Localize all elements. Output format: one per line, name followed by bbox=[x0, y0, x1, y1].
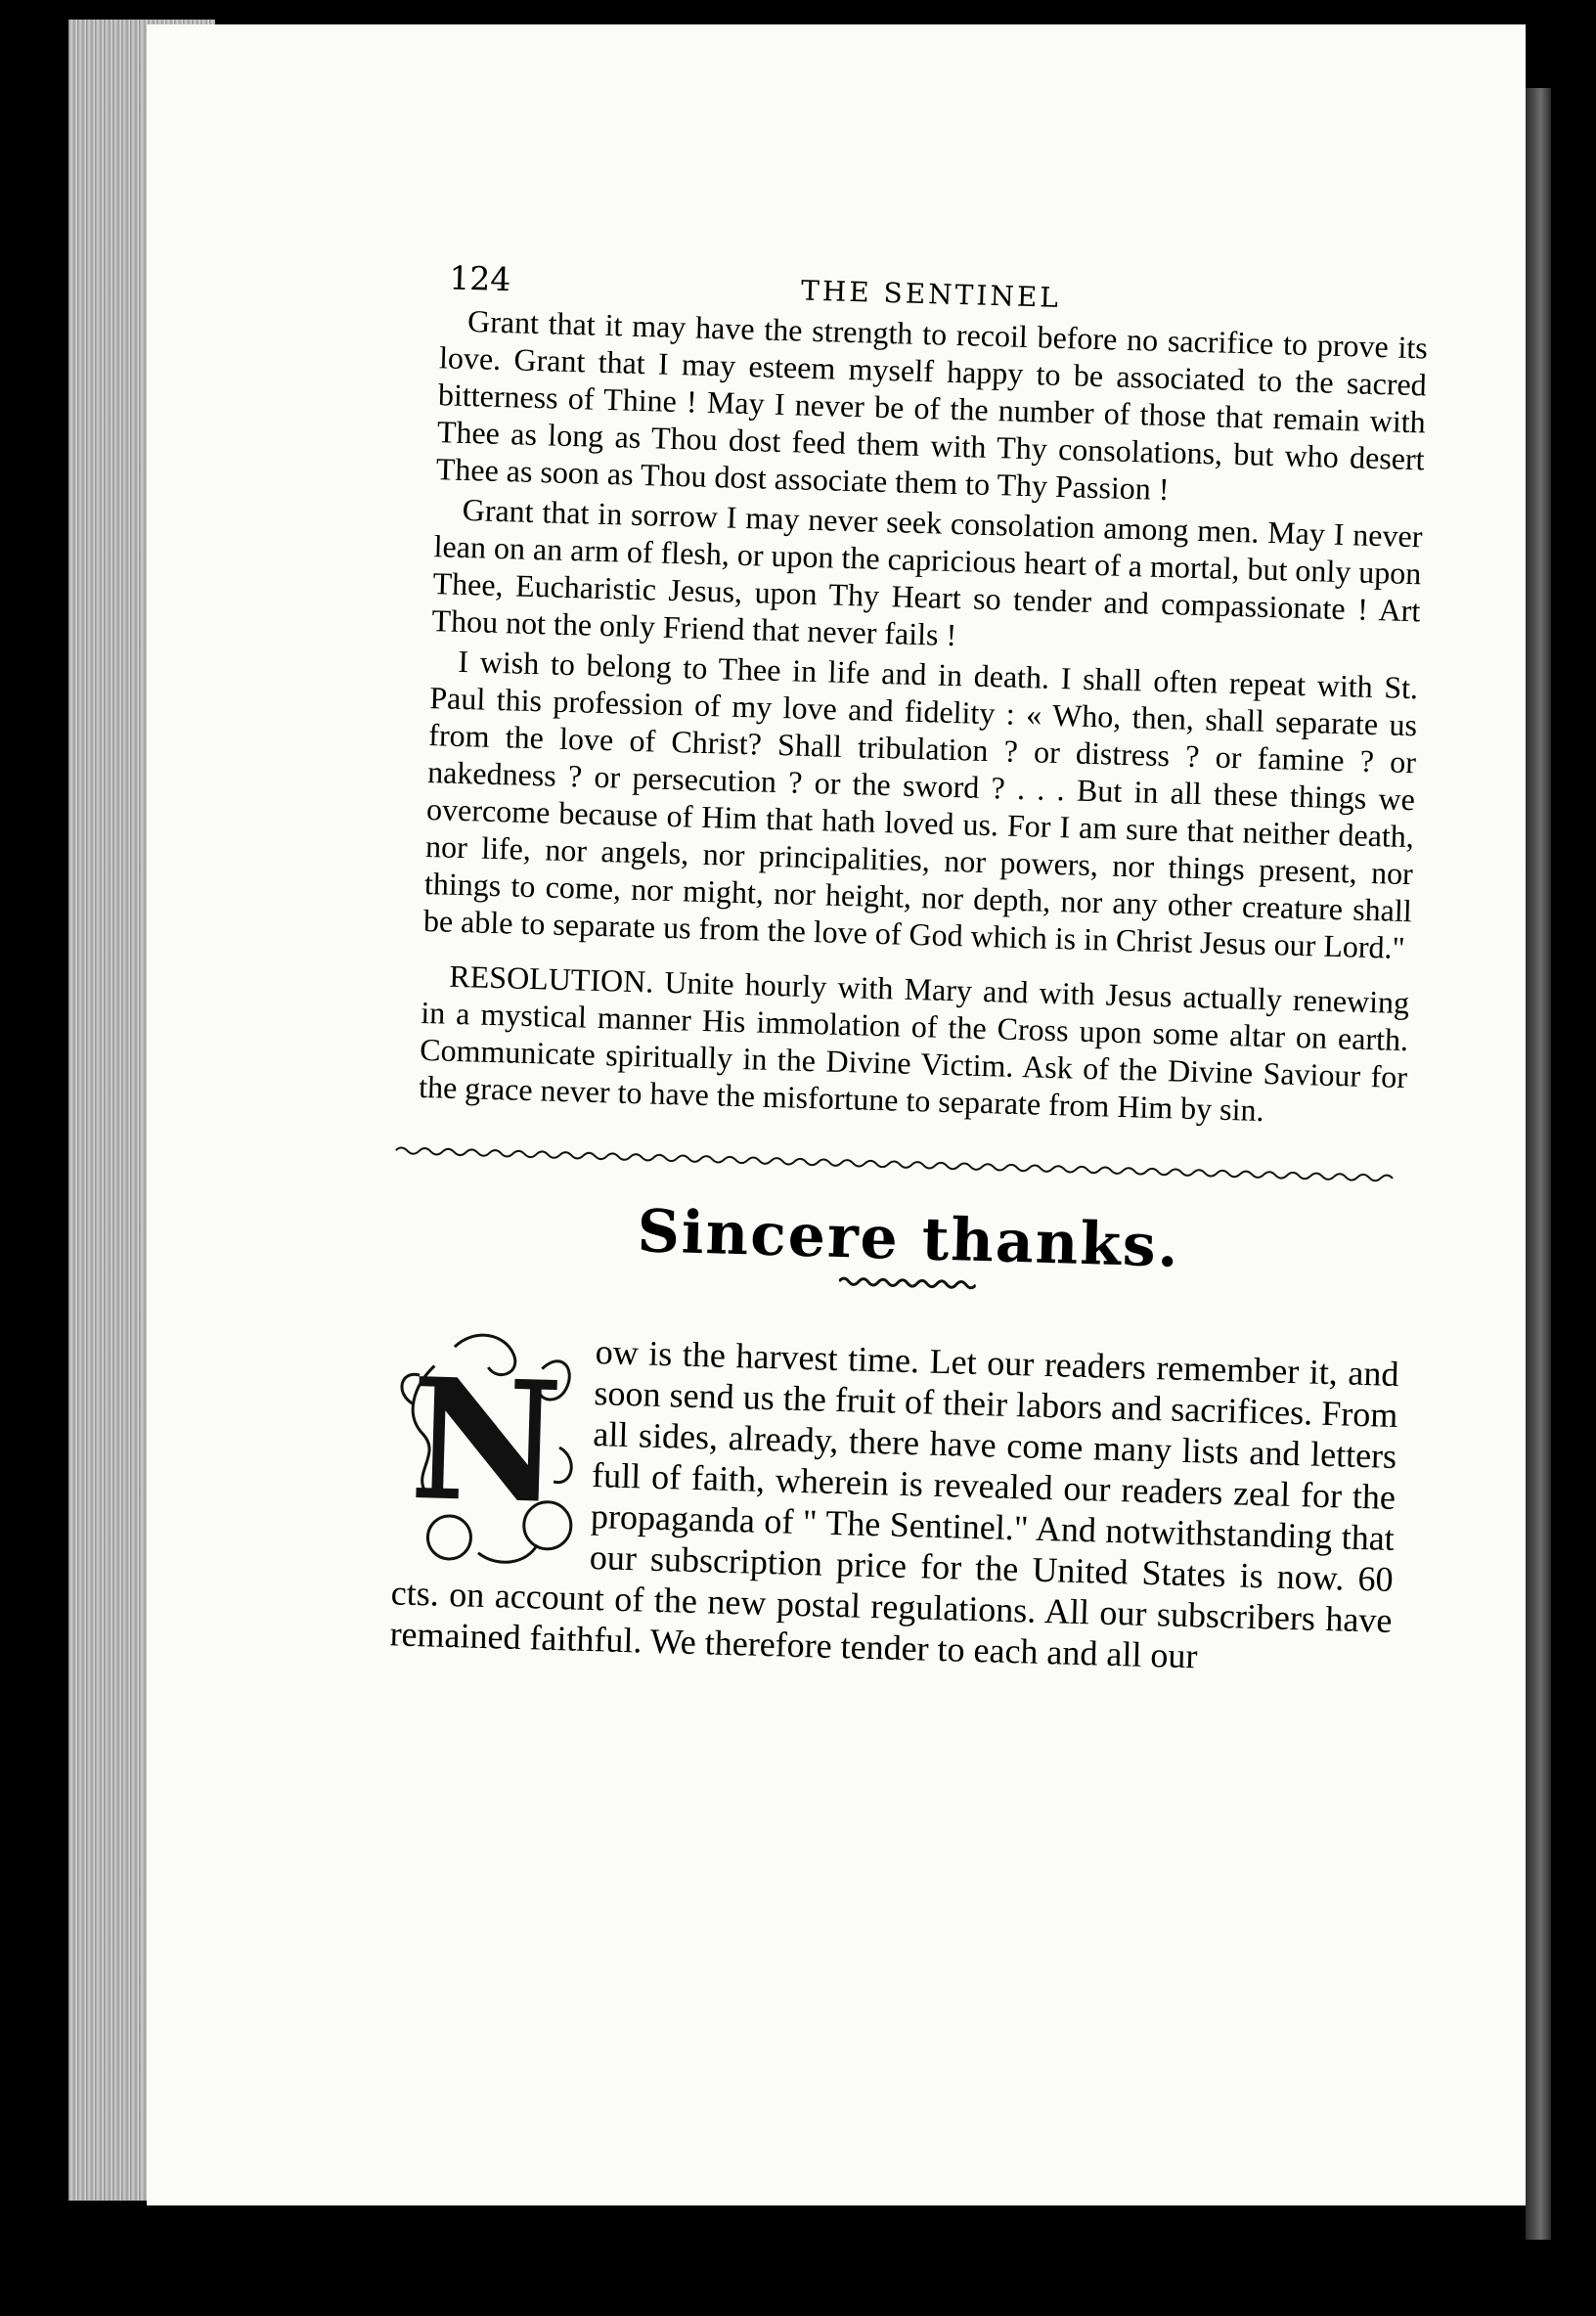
page-number: 124 bbox=[448, 258, 511, 299]
ornamental-drop-cap bbox=[389, 1325, 582, 1575]
wavy-divider-rule bbox=[395, 1141, 1397, 1187]
running-title: THE SENTINEL bbox=[800, 274, 1062, 314]
paragraph-1: Grant that it may have the strength to recoil before no sacrifice to prove its love. Grant that I may esteem myself happy to be associated to the sacred bitterness of Thine ! May I never be of the number of those that remain with Thee as long as Thou dost feed them with Thy consolations, but who desert Thee as soon as Thou dost associate them to Thy Passion ! bbox=[435, 303, 1429, 508]
title-ornament bbox=[839, 1273, 976, 1293]
paragraph-2: Grant that in sorrow I may never seek consolation among men. May I never lean on an arm of flesh, or upon the capricious heart of a mortal, but only upon Thee, Eucharistic Jesus, upon Thy Heart so tender and compassionate ! Art Thou not the only Friend that never fails ! bbox=[431, 491, 1423, 653]
main-column bbox=[414, 301, 1428, 1305]
article-title: Sincere thanks. bbox=[636, 1197, 1181, 1281]
resolution-paragraph bbox=[419, 957, 1410, 1133]
paragraph-3: I wish to belong to Thee in life and in death. I shall often repeat with St. Paul this profession of my love and fidelity : « Who, then, shall separate us from the love of Christ? Shall tribulation ? or distress ? or famine ? or nakedness ? or persecution ? or the sword ? . . . But in all these things we overcome because of Him that hath loved us. For I am sure that neither death, nor life, nor angels, nor principalities, nor powers, nor things present, nor things to come, nor might, nor height, nor depth, nor any other creature shall be able to separate us from the love of God which is in Christ Jesus our Lord." bbox=[422, 643, 1419, 966]
resolution-text: Unite hourly with Mary and with Jesus actually renewing in a mystical manner His immolation of the Cross upon some altar on earth. Communicate spiritually in the Divine Victim. Ask of the Divine Saviour for the grace never to have the misfortune to separate from Him by sin. bbox=[418, 963, 1410, 1129]
resolution-label: RESOLUTION. bbox=[448, 958, 654, 1000]
book-spine bbox=[1526, 88, 1551, 2240]
drop-cap-letter: N bbox=[407, 1341, 565, 1542]
page-text-block bbox=[254, 254, 1429, 1682]
article-body bbox=[389, 1325, 1399, 1681]
article-paragraph: ow is the harvest time. Let our readers remember it, and soon send us the fruit of their labors and sacrifices. From all sides, already, there have come many lists and letters full of faith, wherein is revealed our readers zeal for the propaganda of " The Sentinel." And notwithstanding that our subscription price for the United States is now. 60 cts. on account of the new postal regulations. All our subscribers have remained faithful. We therefore tender to each and all our bbox=[389, 1332, 1400, 1676]
